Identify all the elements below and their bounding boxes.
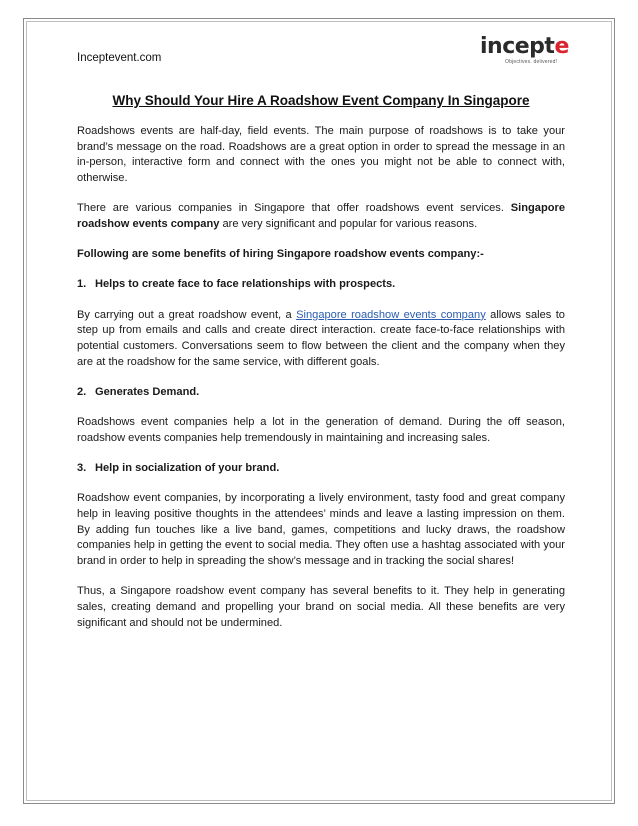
section-3-paragraph: Roadshow event companies, by incorporating a lively environment, tasty food and great company help in leaving positive thoughts in the attendees’ minds and leave a lasting impression on them. By adding fun touches like a live band, games, competitions and lucky draws, the roadshow companies help in getting the event to social media. They often use a hashtag associated with your brand in order to help in spreading the show’s message and in tracking the social shares! xyxy=(77,492,565,568)
intro-paragraph: Roadshows events are half-day, field events. The main purpose of roadshows is to take your brand’s message on the road. Roadshows are a great option in order to spread the message in an in-person, interactive form and connect with the ones you might not be able to connect with, otherwise. xyxy=(77,125,565,185)
section-3-heading xyxy=(77,461,565,477)
companies-text-before: There are various companies in Singapore that offer roadshows event services. xyxy=(77,202,511,215)
companies-text-bold: Singapore roadshow events company xyxy=(77,202,565,231)
logo-tagline: Objectives. delivered! xyxy=(505,59,558,65)
section-1-paragraph xyxy=(77,308,565,371)
section-1-title: Helps to create face to face relationships with prospects. xyxy=(95,278,396,291)
companies-paragraph xyxy=(77,201,565,232)
page-title: Why Should Your Hire A Roadshow Event Company In Singapore xyxy=(112,93,530,108)
header-site-name: Inceptevent.com xyxy=(77,52,162,64)
section-1-heading xyxy=(77,277,565,293)
singapore-roadshow-link[interactable]: Singapore roadshow events company xyxy=(296,308,486,321)
benefits-intro: Following are some benefits of hiring Singapore roadshow events company:- xyxy=(77,248,484,261)
companies-text-after: are very significant and popular for various reasons. xyxy=(219,218,478,231)
logo-wordmark xyxy=(480,34,569,59)
section-1-number: 1. xyxy=(77,278,87,291)
incepte-logo xyxy=(480,34,569,66)
section-2-heading xyxy=(77,385,565,401)
section-2-number: 2. xyxy=(77,385,87,398)
section-3-number: 3. xyxy=(77,462,87,475)
conclusion-paragraph: Thus, a Singapore roadshow event company has several benefits to it. They help in generating sales, creating demand and propelling your brand on social media. All these benefits are very significant and should not be undermined. xyxy=(77,585,565,629)
logo-word-accent: e xyxy=(554,34,569,59)
logo-word-main: incept xyxy=(480,34,555,59)
section-1-text-after: allows sales to step up from emails and calls and create direct interaction. create face-to-face relationships with potential customers. Conversations seem to flow between the client and the company when they are at the roadshow for the same service, with different goals. xyxy=(77,308,565,368)
section-2-paragraph: Roadshows event companies help a lot in the generation of demand. During the off season, roadshow events companies help tremendously in maintaining and increasing sales. xyxy=(77,416,565,444)
section-2-title: Generates Demand. xyxy=(95,385,200,398)
section-3-title: Help in socialization of your brand. xyxy=(95,462,280,475)
section-1-text-before: By carrying out a great roadshow event, a xyxy=(77,308,297,321)
document-body xyxy=(77,124,565,646)
